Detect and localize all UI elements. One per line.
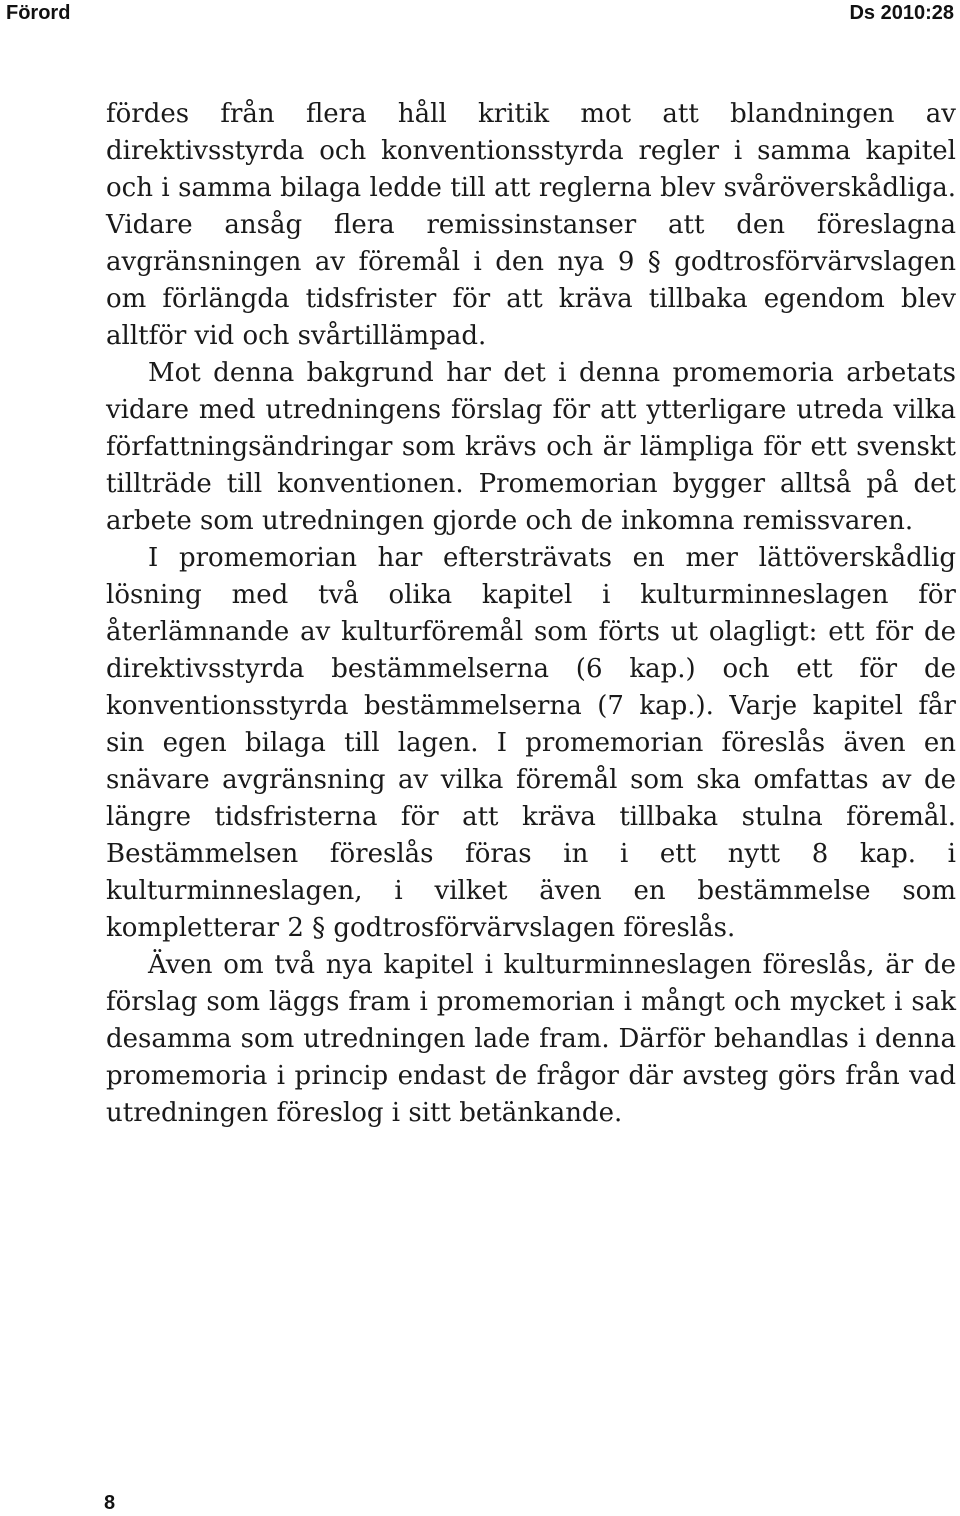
- section-title: Förord: [6, 2, 71, 24]
- body-text: [106, 96, 956, 1132]
- paragraph-1: fördes från flera håll kritik mot att blandningen av direktivsstyrda och konventionsstyrda regler i samma kapitel och i samma bilaga ledde till att reglerna blev svåröverskådliga. Vidare ansåg flera remissinstanser att den föreslagna avgränsningen av föremål i den nya 9 § godtrosförvärvslagen om förlängda tidsfrister för att kräva tillbaka egendom blev alltför vid och svårtillämpad.: [106, 99, 956, 351]
- document-id: Ds 2010:28: [849, 2, 954, 24]
- running-header: [0, 0, 960, 30]
- paragraph-2: Mot denna bakgrund har det i denna promemoria arbetats vidare med utredningens förslag för att ytterligare utreda vilka författningsändringar som krävs och är lämpliga för ett svenskt tillträde till konventionen. Promemorian bygger alltså på det arbete som utredningen gjorde och de inkomna remissvaren.: [106, 358, 956, 536]
- page-number: 8: [104, 1492, 116, 1514]
- paragraph-3: I promemorian har eftersträvats en mer lättöverskådlig lösning med två olika kapitel i kulturminneslagen för återlämnande av kulturföremål som förts ut olagligt: ett för de direktivsstyrda bestämmelserna (6 kap.) och ett för de konventionsstyrda bestämmelserna (7 kap.). Varje kapitel får sin egen bilaga till lagen. I promemorian föreslås även en snävare avgränsning av vilka föremål som ska omfattas av de längre tidsfristerna för att kräva tillbaka stulna föremål. Bestämmelsen föreslås föras in i ett nytt 8 kap. i kulturminneslagen, i vilket även en bestämmelse som kompletterar 2 § godtrosförvärvslagen föreslås.: [106, 543, 956, 943]
- paragraph-4: Även om två nya kapitel i kulturminneslagen föreslås, är de förslag som läggs fram i promemorian i mångt och mycket i sak desamma som utredningen lade fram. Därför behandlas i denna promemoria i princip endast de frågor där avsteg görs från vad utredningen föreslog i sitt betänkande.: [106, 950, 956, 1128]
